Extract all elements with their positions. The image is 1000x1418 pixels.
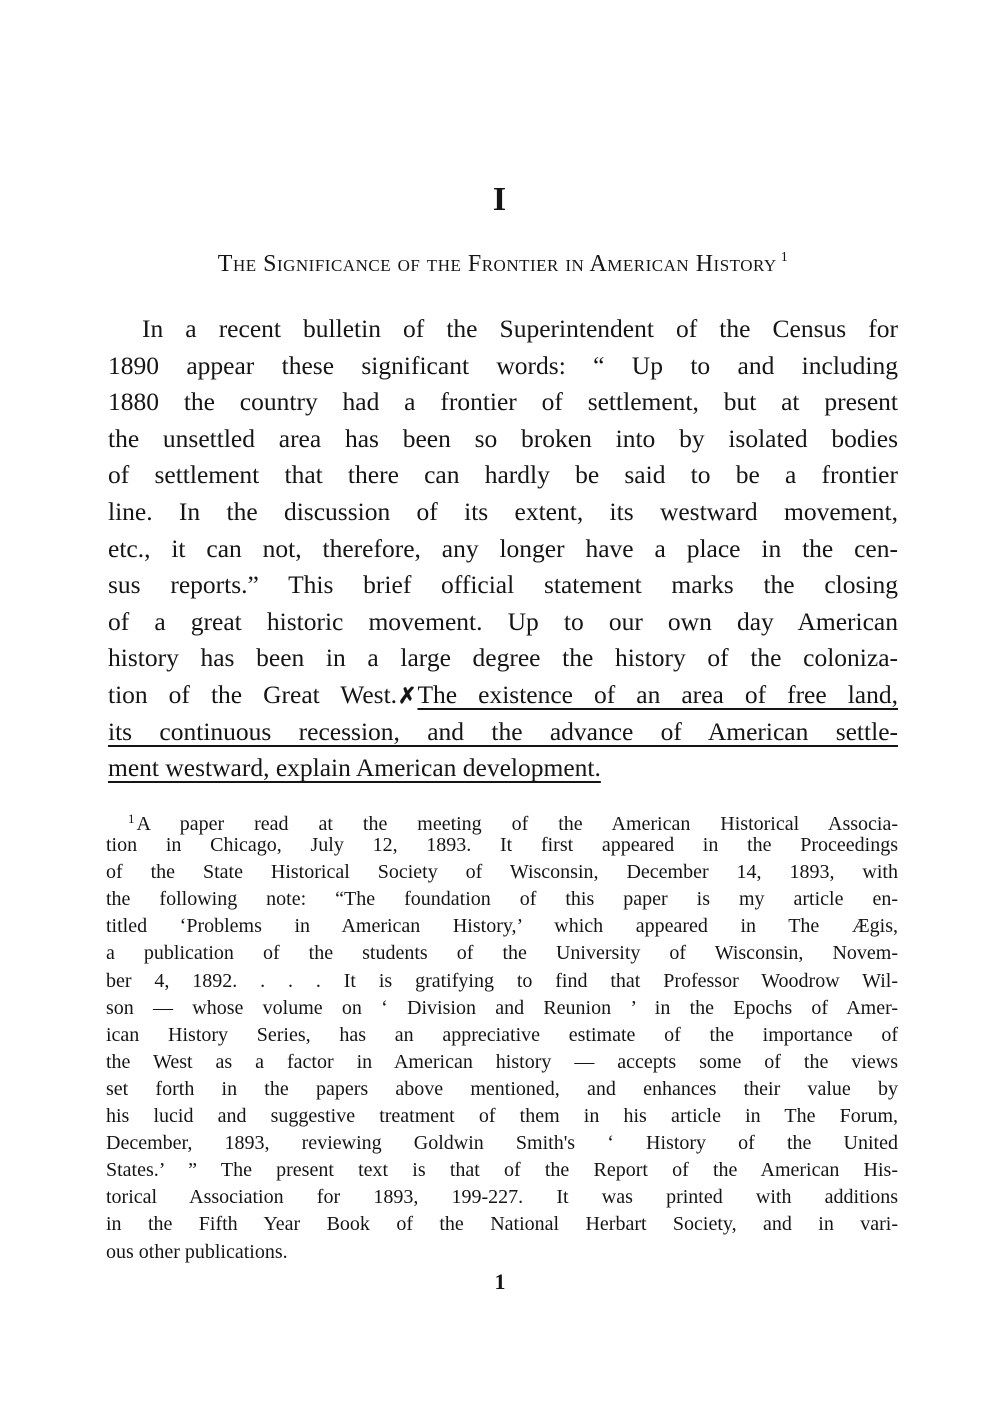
- footnote-line: titled ‘Problems in American History,’ which appeared in The Ægis,: [106, 915, 898, 938]
- chapter-numeral: I: [492, 181, 508, 218]
- footnote-line: the West as a factor in American history — accepts some of the views: [106, 1050, 898, 1073]
- body-line-text: tion of the Great West.: [108, 679, 398, 709]
- body-line-annotated: [108, 750, 898, 787]
- chapter-title-text: The Significance of the Frontier in American History: [217, 251, 777, 277]
- footnote-ref[interactable]: 1: [780, 250, 789, 265]
- footnote-line: torical Association for 1893, 199-227. It was printed with additions: [106, 1186, 898, 1209]
- footnote-line: [106, 805, 898, 835]
- footnote-marker: 1: [128, 811, 135, 826]
- footnote-line: a publication of the students of the University of Wisconsin, Novem-: [106, 942, 898, 965]
- body-line: history has been in a large degree the history of the coloniza-: [108, 643, 898, 673]
- body-line: line. In the discussion of its extent, its westward movement,: [108, 496, 898, 526]
- body-paragraph: [108, 311, 898, 787]
- handwritten-mark-icon: ✗: [398, 682, 417, 708]
- footnote-line: tion in Chicago, July 12, 1893. It first appeared in the Proceedings: [106, 834, 898, 857]
- body-line-annotated: [108, 714, 898, 751]
- body-line: In a recent bulletin of the Superintendent of the Census for: [142, 314, 898, 343]
- footnote-line: son — whose volume on ‘ Division and Reunion ’ in the Epochs of Amer-: [106, 996, 898, 1019]
- footnote-line: his lucid and suggestive treatment of them in his article in The Forum,: [106, 1105, 898, 1128]
- chapter-title: [108, 250, 898, 278]
- body-line: sus reports.” This brief official statement marks the closing: [108, 570, 898, 600]
- footnote: [106, 805, 898, 1266]
- body-line: 1880 the country had a frontier of settlement, but at present: [108, 387, 898, 417]
- footnote-line: in the Fifth Year Book of the National Herbart Society, and in vari-: [106, 1213, 898, 1236]
- body-line: etc., it can not, therefore, any longer have a place in the cen-: [108, 533, 898, 563]
- body-line: 1890 appear these significant words: “ Up to and including: [108, 350, 898, 380]
- body-line: of a great historic movement. Up to our own day American: [108, 606, 898, 636]
- footnote-line: ous other publications.: [106, 1240, 288, 1263]
- footnote-line: ican History Series, has an appreciative estimate of the importance of: [106, 1023, 898, 1046]
- body-line: the unsettled area has been so broken into by isolated bodies: [108, 423, 898, 453]
- underlined-text: The existence of an area of free land,: [417, 679, 898, 709]
- footnote-line: set forth in the papers above mentioned, and enhances their value by: [106, 1077, 898, 1100]
- footnote-line: December, 1893, reviewing Goldwin Smith's ‘ History of the United: [106, 1132, 898, 1155]
- page-number: 1: [494, 1269, 506, 1294]
- footnote-line: of the State Historical Society of Wisconsin, December 14, 1893, with: [106, 861, 898, 884]
- footnote-line-text: A paper read at the meeting of the American Historical Associa-: [136, 813, 898, 835]
- body-line: of settlement that there can hardly be said to be a frontier: [108, 460, 898, 490]
- footnote-line: States.’ ” The present text is that of the Report of the American His-: [106, 1159, 898, 1182]
- body-line-annotated: [108, 677, 898, 714]
- underlined-text: its continuous recession, and the advance of American settle-: [108, 716, 898, 746]
- footnote-line: the following note: “The foundation of this paper is my article en-: [106, 888, 898, 911]
- underlined-text: ment westward, explain American development.: [108, 753, 601, 783]
- footnote-line: ber 4, 1892. . . . It is gratifying to find that Professor Woodrow Wil-: [106, 969, 898, 992]
